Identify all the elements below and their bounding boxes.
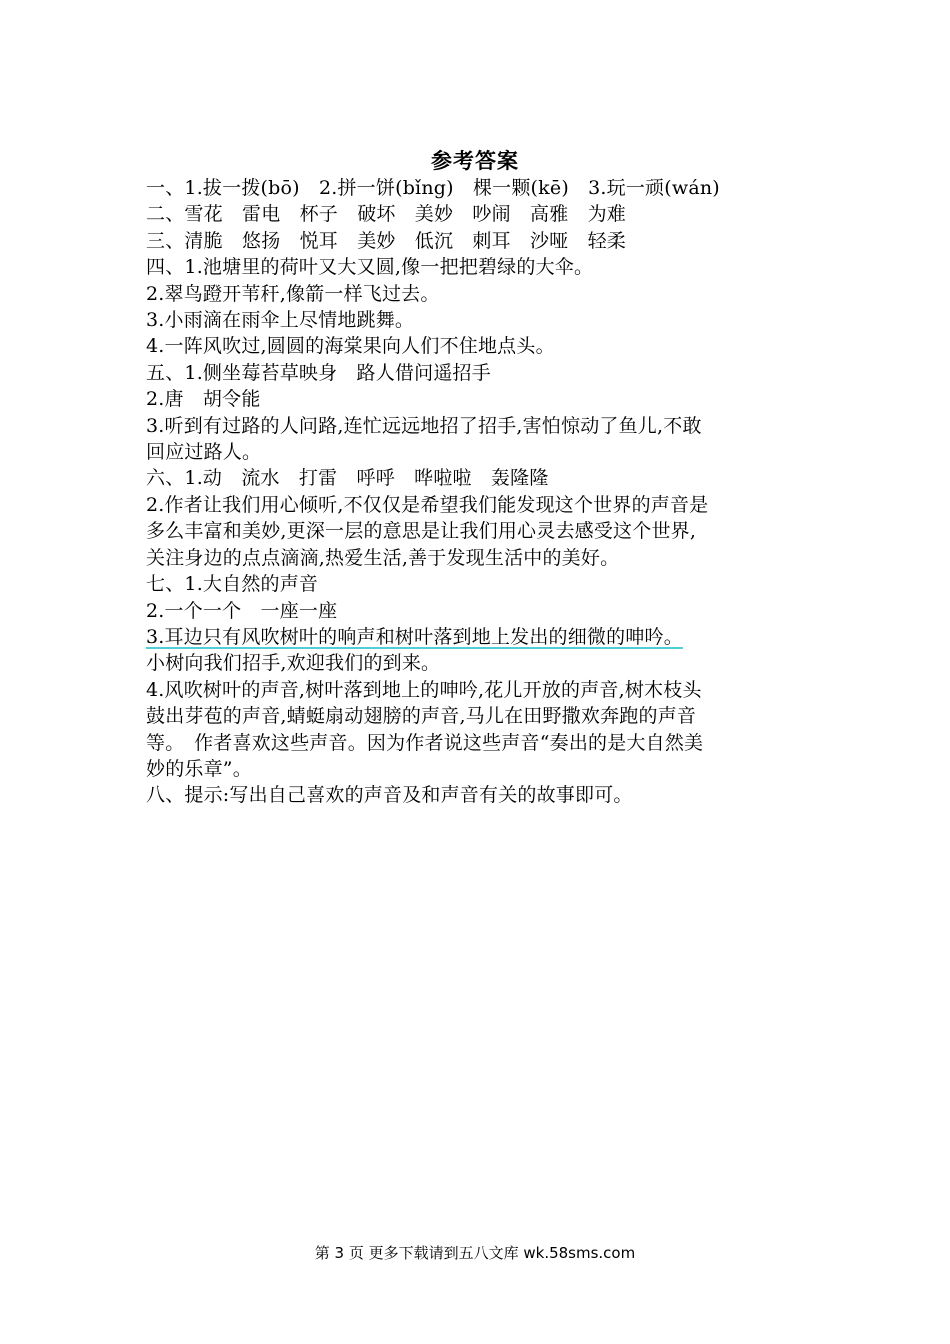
answer-line-5: 2.翠鸟蹬开苇秆,像箭一样飞过去。 bbox=[146, 282, 440, 305]
answer-line-18: 3.耳边只有风吹树叶的响声和树叶落到地上发出的细微的呻吟。 bbox=[146, 625, 683, 648]
answer-line-1: 一、1.拔一拨(bō) 2.拼一饼(bǐng) 棵一颗(kē) 3.玩一顽(wán) bbox=[146, 177, 720, 199]
answer-line-23: 妙的乐章”。 bbox=[146, 757, 252, 780]
answer-line-3: 三、清脆 悠扬 悦耳 美妙 低沉 刺耳 沙哑 轻柔 bbox=[146, 229, 627, 252]
answer-line-16: 七、1.大自然的声音 bbox=[146, 573, 319, 596]
answer-content bbox=[146, 175, 812, 809]
answer-line-7: 4.一阵风吹过,圆圆的海棠果向人们不住地点头。 bbox=[146, 335, 555, 358]
answer-line-11: 回应过路人。 bbox=[146, 441, 262, 464]
answer-line-24: 八、提示:写出自己喜欢的声音及和声音有关的故事即可。 bbox=[146, 784, 633, 807]
answer-line-20: 4.风吹树叶的声音,树叶落到地上的呻吟,花儿开放的声音,树木枝头 bbox=[146, 678, 702, 701]
page-footer: 第 3 页 更多下载请到五八文库 wk.58sms.com bbox=[314, 1244, 636, 1262]
page-title: 参考答案 bbox=[431, 148, 519, 173]
answer-line-14: 多么丰富和美妙,更深一层的意思是让我们用心灵去感受这个世界, bbox=[146, 520, 697, 543]
answer-line-2: 二、雪花 雷电 杯子 破坏 美妙 吵闹 高雅 为难 bbox=[146, 203, 627, 226]
answer-line-21: 鼓出芽苞的声音,蜻蜓扇动翅膀的声音,马儿在田野撒欢奔跑的声音 bbox=[146, 705, 697, 728]
answer-line-4: 四、1.池塘里的荷叶又大又圆,像一把把碧绿的大伞。 bbox=[146, 256, 594, 279]
answer-line-9: 2.唐 胡令能 bbox=[146, 388, 261, 411]
answer-line-13: 2.作者让我们用心倾听,不仅仅是希望我们能发现这个世界的声音是 bbox=[146, 493, 709, 516]
answer-line-19: 小树向我们招手,欢迎我们的到来。 bbox=[146, 652, 441, 675]
answer-line-10: 3.听到有过路的人问路,连忙远远地招了招手,害怕惊动了鱼儿,不敢 bbox=[146, 414, 702, 437]
answer-line-15: 关注身边的点点滴滴,热爱生活,善于发现生活中的美好。 bbox=[146, 546, 620, 569]
answer-line-8: 五、1.侧坐莓苔草映身 路人借问遥招手 bbox=[146, 361, 491, 384]
answer-line-6: 3.小雨滴在雨伞上尽情地跳舞。 bbox=[146, 309, 415, 332]
answer-line-12: 六、1.动 流水 打雷 呼呼 哗啦啦 轰隆隆 bbox=[146, 467, 549, 490]
answer-line-22: 等。 作者喜欢这些声音。因为作者说这些声音“奏出的是大自然美 bbox=[146, 731, 704, 754]
answer-line-17: 2.一个一个 一座一座 bbox=[146, 599, 338, 622]
